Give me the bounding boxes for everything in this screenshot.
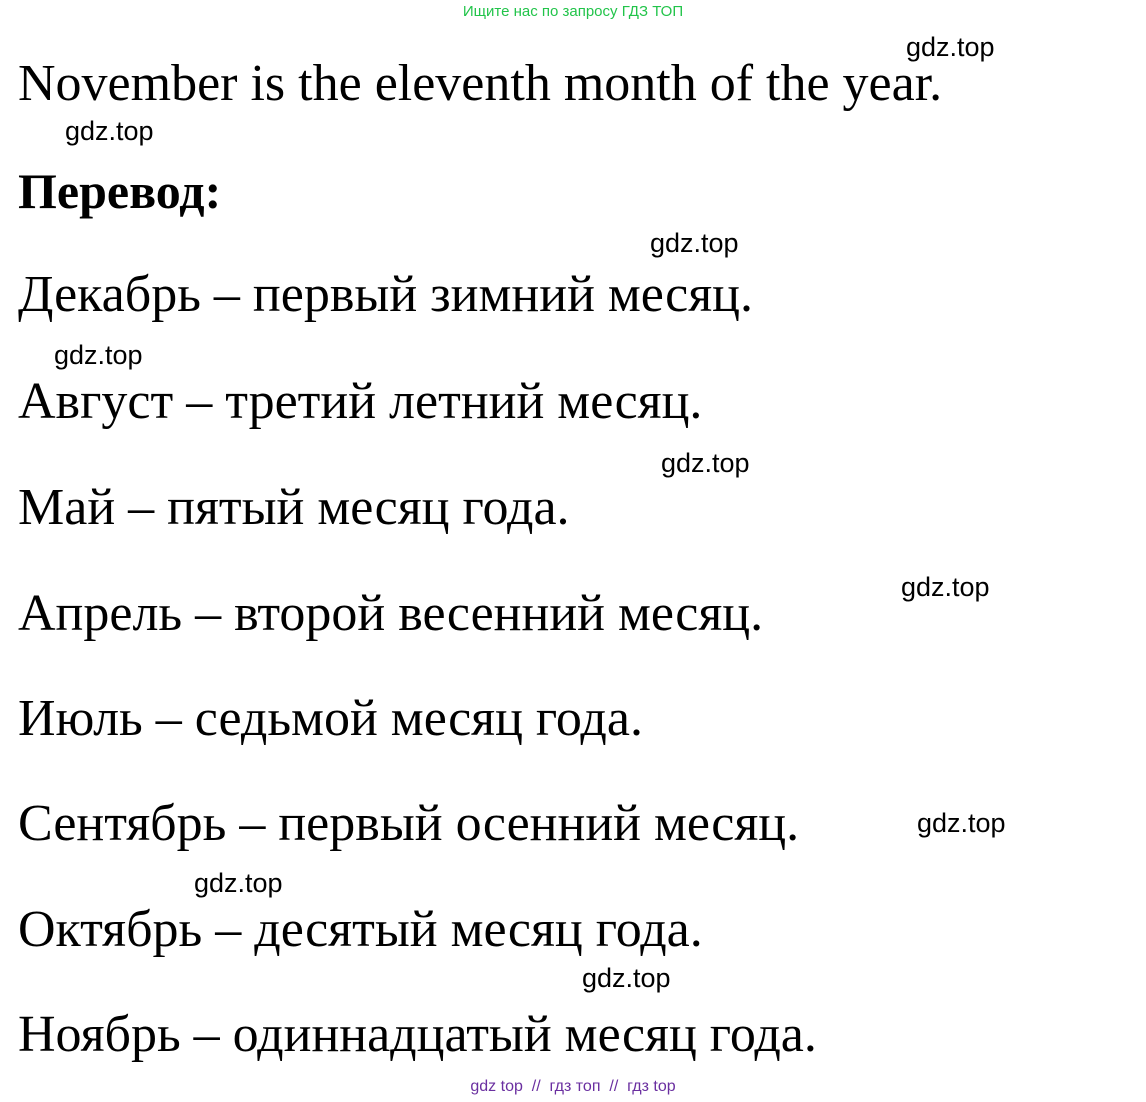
watermark: gdz.top	[54, 340, 143, 370]
translation-line: Декабрь – первый зимний месяц.	[18, 266, 754, 323]
translation-line: Апрель – второй весенний месяц.	[18, 585, 764, 642]
translation-line: Ноябрь – одиннадцатый месяц года.	[18, 1006, 817, 1063]
translation-line: Август – третий летний месяц.	[18, 373, 703, 430]
translation-line: Сентябрь – первый осенний месяц.	[18, 795, 800, 852]
watermark: gdz.top	[650, 228, 739, 258]
translation-line: Май – пятый месяц года.	[18, 479, 570, 536]
watermark: gdz.top	[65, 116, 154, 146]
watermark: gdz.top	[917, 808, 1006, 838]
watermark: gdz.top	[661, 448, 750, 478]
watermark: gdz.top	[906, 32, 995, 62]
footer-watermark: gdz top // гдз топ // гдз top	[470, 1078, 676, 1095]
translation-line: Июль – седьмой месяц года.	[18, 690, 643, 747]
search-banner: Ищите нас по запросу ГДЗ ТОП	[462, 3, 684, 20]
watermark: gdz.top	[194, 868, 283, 898]
english-sentence: November is the eleventh month of the year.	[18, 55, 943, 112]
watermark: gdz.top	[582, 963, 671, 993]
translation-line: Октябрь – десятый месяц года.	[18, 901, 703, 958]
watermark: gdz.top	[901, 572, 990, 602]
translation-heading: Перевод:	[18, 163, 222, 219]
